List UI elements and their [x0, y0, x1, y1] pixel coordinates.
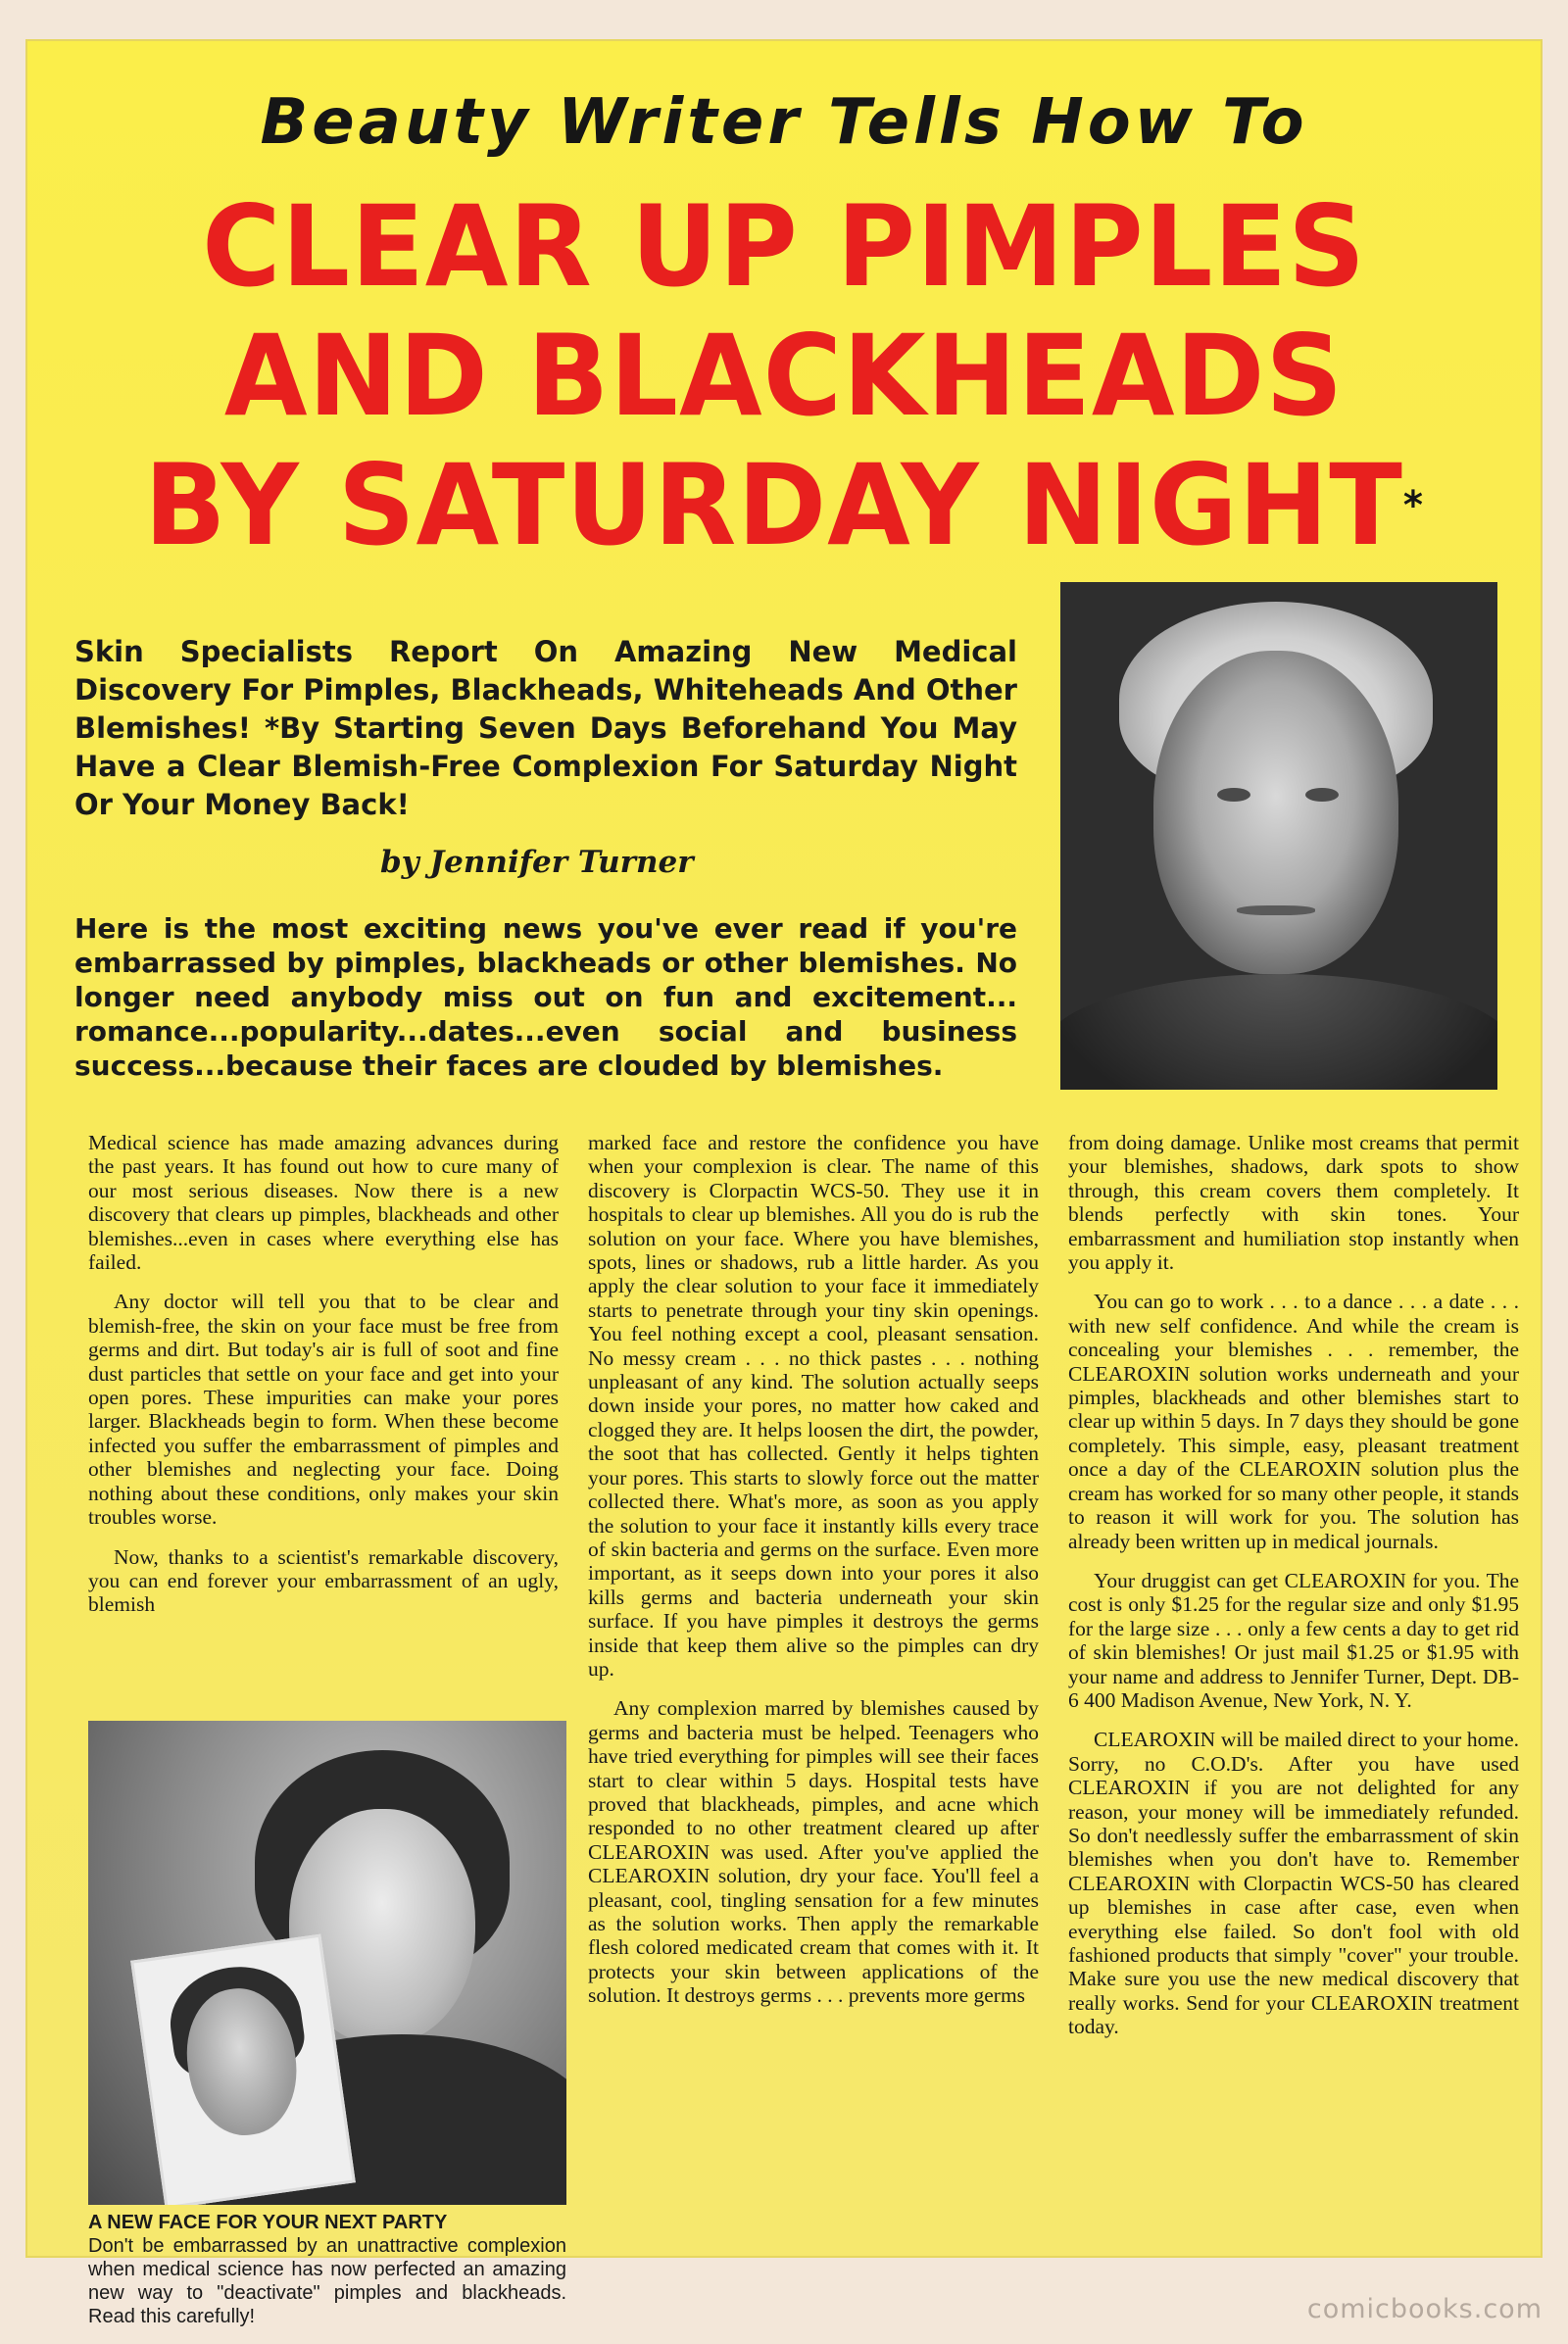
kicker-heading: Beauty Writer Tells How To: [260, 86, 1308, 159]
portrait-photo: [1060, 582, 1497, 1090]
col3-paragraph: You can go to work . . . to a dance . . . a date . . . with new self confidence. And while the cream is concealing your blemishes . . . remember, the CLEAROXIN solution works underneath and your pimples, blackheads and other blemishes start to clear up within 5 days. In 7 days they should be gone completely. This simple, easy, pleasant treatment once a day of the CLEAROXIN solution plus the cream has worked for so many other people, it stands to reason it will work for you. The solution has already been written up in medical journals.: [1068, 1290, 1519, 1553]
byline: by Jennifer Turner: [380, 845, 694, 880]
headline-line-3-text: BY SATURDAY NIGHT: [144, 440, 1403, 570]
article-column-1: [88, 1131, 559, 1633]
col1-paragraph: Any doctor will tell you that to be clear and blemish-free, the skin on your face must be free from germs and dirt. But today's air is full of soot and fine dust particles that settle on your face and get into your open pores. These impurities can make your pores larger. Blackheads begin to form. When these become infected you suffer the embarrassment of pimples and other blemishes and neglecting your face. Doing nothing about these conditions, only makes your skin troubles worse.: [88, 1290, 559, 1530]
headline-asterisk: *: [1402, 483, 1424, 528]
col2-paragraph: Any complexion marred by blemishes caused by germs and bacteria must be helped. Teenagers who have tried everything for pimples will see their faces start to clear within 5 days. Hospital tests have proved that blackheads, pimples, and acne which responded to no other treatment cleared up after CLEAROXIN was used. After you've applied the CLEAROXIN solution, dry your face. You'll feel a pleasant, cool, tingling sensation for a few minutes as the solution works. Then apply the remarkable flesh colored medicated cream that comes with it. It protects your skin between applications of the solution. It destroys germs . . . prevents more germs: [588, 1696, 1039, 2008]
photo-caption: [88, 2211, 566, 2328]
subhead: Skin Specialists Report On Amazing New Medical Discovery For Pimples, Blackheads, Whiteheads And Other Blemishes! *By Starting Seven Days Beforehand You May Have a Clear Blemish-Free Complexion For Saturday Night Or Your Money Back!: [74, 635, 1017, 821]
headline-line-2: AND BLACKHEADS: [223, 311, 1345, 441]
headline-line-1: CLEAR UP PIMPLES: [202, 181, 1366, 312]
article-column-2: [588, 1131, 1039, 2024]
col1-paragraph: Medical science has made amazing advances during the past years. It has found out how to cure many of our most serious diseases. Now there is a new discovery that clears up pimples, blackheads and other blemishes...even in cases where everything else has failed.: [88, 1131, 559, 1275]
col3-paragraph: CLEAROXIN will be mailed direct to your home. Sorry, no C.O.D's. After you have used CLEAROXIN if you are not delighted for any reason, your money will be immediately refunded. So don't needlessly suffer the embarrassment of skin blemishes when you don't have to. Remember CLEAROXIN with Clorpactin WCS-50 has cleared up blemishes in case after case, even when everything else failed. So don't fool with old fashioned products that simply "cover" your trouble. Make sure you use the new medical discovery that really works. Send for your CLEAROXIN treatment today.: [1068, 1728, 1519, 2039]
col3-paragraph: Your druggist can get CLEAROXIN for you. The cost is only $1.25 for the regular size and only $1.95 for the large size . . . only a few cents a day to get rid of skin blemishes! Or just mail $1.25 or $1.95 with your name and address to Jennifer Turner, Dept. DB-6 400 Madison Avenue, New York, N. Y.: [1068, 1568, 1519, 1712]
caption-text: Don't be embarrassed by an unattractive complexion when medical science has now perfected an amazing new way to "deactivate" pimples and blackheads. Read this carefully!: [88, 2235, 566, 2327]
lede-paragraph: Here is the most exciting news you've ever read if you're embarrassed by pimples, blackheads or other blemishes. No longer need anybody miss out on fun and excitement... romance...popularity...dates...even social and business success...because their faces are clouded by blemishes.: [74, 912, 1017, 1082]
article-column-3: [1068, 1131, 1519, 2055]
col3-paragraph: from doing damage. Unlike most creams that permit your blemishes, shadows, dark spots to show through, this cream covers them completely. It blends perfectly with skin tones. Your embarrassment and humiliation stop instantly when you apply it.: [1068, 1131, 1519, 1275]
headline-line-3: [58, 440, 1510, 570]
col2-paragraph: marked face and restore the confidence you have when your complexion is clear. The name of this discovery is Clorpactin WCS-50. They use it in hospitals to clear up blemishes. All you do is rub the solution on your face. Where you have blemishes, spots, lines or shadows, rub a little harder. As you apply the clear solution to your face it immediately starts to penetrate through your tiny skin openings. You feel nothing except a cool, pleasant sensation. No messy cream . . . no thick pastes . . . nothing unpleasant of any kind. The solution actually seeps down inside your pores, no matter how caked and clogged they are. It helps loosen the dirt, the powder, the soot that has collected. Gently it helps tighten your pores. This starts to slowly force out the matter collected there. What's more, as soon as you apply the solution to your face it instantly kills every trace of skin bacteria and germs on the surface. Even more important, as it seeps down into your pores it also kills germs and bacteria underneath your skin surface. If you have pimples it destroys the germs inside that keep them alive so the pimples can dry up.: [588, 1131, 1039, 1681]
caption-title: A NEW FACE FOR YOUR NEXT PARTY: [88, 2212, 448, 2233]
inset-snapshot: [130, 1934, 356, 2205]
col1-paragraph: Now, thanks to a scientist's remarkable discovery, you can end forever your embarrassment of an ugly, blemish: [88, 1544, 559, 1617]
watermark: comicbooks.com: [1306, 2294, 1543, 2324]
before-after-photo: [88, 1721, 566, 2205]
